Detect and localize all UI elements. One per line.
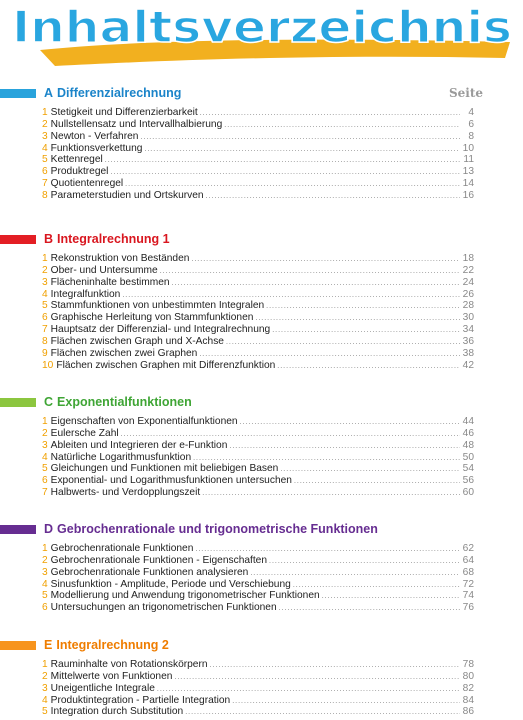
entry-title: Produktintegration - Partielle Integration <box>50 694 231 706</box>
entry-page-number: 4 <box>468 107 474 118</box>
section-title-text: Integralrechnung 2 <box>56 638 169 652</box>
dot-leader <box>272 325 460 337</box>
entry-page-number: 14 <box>462 178 474 190</box>
toc-entries <box>42 107 474 202</box>
section-color-bar <box>0 525 36 534</box>
toc-entry[interactable] <box>42 428 474 440</box>
dot-leader <box>105 155 460 167</box>
entry-number: 2 <box>42 118 48 130</box>
entry-page-number: 56 <box>462 475 474 487</box>
toc-entries <box>42 659 474 718</box>
section-header <box>0 86 523 102</box>
entry-number: 6 <box>42 602 48 614</box>
entry-number: 1 <box>42 107 48 118</box>
toc-entry[interactable] <box>42 683 474 695</box>
entry-title: Flächen zwischen Graphen mit Differenzfunktion <box>56 359 276 371</box>
toc-entry[interactable] <box>42 277 474 289</box>
entry-title: Ober- und Untersumme <box>50 264 158 276</box>
entry-number: 3 <box>42 566 48 578</box>
entry-title: Integralfunktion <box>50 288 121 300</box>
dot-leader <box>277 361 460 373</box>
entry-page-number: 44 <box>462 416 474 427</box>
entry-number: 7 <box>42 487 48 499</box>
entry-page-number: 86 <box>462 706 474 718</box>
entry-page-number: 16 <box>462 189 474 201</box>
section-letter: D <box>44 522 54 536</box>
entry-number: 2 <box>42 427 48 439</box>
section-color-bar <box>0 235 36 244</box>
entry-number: 8 <box>42 189 48 201</box>
dot-leader <box>240 417 460 429</box>
toc-entry[interactable] <box>42 602 474 614</box>
entry-title: Integration durch Substitution <box>50 706 184 718</box>
entry-page-number: 50 <box>462 451 474 463</box>
dot-leader <box>110 167 460 179</box>
entry-number: 4 <box>42 578 48 590</box>
entry-number: 6 <box>42 312 48 324</box>
entry-number: 3 <box>42 682 48 694</box>
entry-number: 8 <box>42 335 48 347</box>
section-header <box>0 232 523 248</box>
section-a <box>0 86 523 201</box>
entry-number: 3 <box>42 130 48 142</box>
section-header <box>0 522 523 538</box>
entry-title: Stammfunktionen von unbestimmten Integralen <box>50 300 265 312</box>
dot-leader <box>226 337 460 349</box>
entry-page-number: 28 <box>462 300 474 312</box>
section-color-bar <box>0 641 36 650</box>
dot-leader <box>206 191 460 203</box>
dot-leader <box>140 132 460 144</box>
title-graphic <box>0 0 523 72</box>
entry-number: 7 <box>42 178 48 190</box>
entry-number: 4 <box>42 694 48 706</box>
section-header <box>0 638 523 654</box>
section-title-text: Integralrechnung 1 <box>57 232 170 246</box>
entry-title: Flächen zwischen zwei Graphen <box>50 347 198 359</box>
entry-number: 5 <box>42 463 48 475</box>
entry-number: 1 <box>42 416 48 427</box>
dot-leader <box>160 266 460 278</box>
entry-title: Flächeninhalte bestimmen <box>50 276 170 288</box>
entry-number: 1 <box>42 659 48 670</box>
dot-leader <box>255 313 460 325</box>
section-title <box>44 232 170 246</box>
section-title <box>44 638 169 652</box>
entry-number: 10 <box>42 359 54 371</box>
toc-entries <box>42 543 474 614</box>
entry-page-number: 18 <box>462 253 474 264</box>
entry-title: Gebrochenrationale Funktionen - Eigenschaften <box>50 554 268 566</box>
entry-title: Gebrochenrationale Funktionen analysieren <box>50 566 249 578</box>
entry-title: Stetigkeit und Differenzierbarkeit <box>50 107 198 118</box>
entry-title: Produktregel <box>50 166 109 178</box>
entry-page-number: 11 <box>463 154 474 166</box>
section-c <box>0 395 523 499</box>
toc-entry[interactable] <box>42 487 474 499</box>
entry-page-number: 64 <box>462 554 474 566</box>
dot-leader <box>294 476 460 488</box>
entry-page-number: 13 <box>462 166 474 178</box>
entry-title: Newton - Verfahren <box>50 130 139 142</box>
entry-page-number: 26 <box>462 288 474 300</box>
entry-title: Mittelwerte von Funktionen <box>50 670 173 682</box>
entry-page-number: 48 <box>462 439 474 451</box>
dot-leader <box>224 120 460 132</box>
entry-title: Funktionsverkettung <box>50 142 143 154</box>
entry-title: Gleichungen und Funktionen mit beliebigen Basen <box>50 463 279 475</box>
entry-title: Nullstellensatz und Intervallhalbierung <box>50 118 223 130</box>
entry-number: 6 <box>42 475 48 487</box>
entry-page-number: 30 <box>462 312 474 324</box>
section-letter: C <box>44 395 54 409</box>
entry-title: Quotientenregel <box>50 178 124 190</box>
entry-page-number: 76 <box>462 602 474 614</box>
dot-leader <box>279 603 460 615</box>
dot-leader <box>229 441 460 453</box>
page-title: Inhaltsverzeichnis <box>12 2 512 53</box>
toc-entry[interactable] <box>42 324 474 336</box>
entry-page-number: 10 <box>462 142 474 154</box>
entry-page-number: 46 <box>462 427 474 439</box>
entry-number: 2 <box>42 264 48 276</box>
entry-title: Rauminhalte von Rotationskörpern <box>50 659 208 670</box>
entry-title: Untersuchungen an trigonometrischen Funktionen <box>50 602 277 614</box>
entry-title: Rekonstruktion von Beständen <box>50 253 190 264</box>
entry-title: Kettenregel <box>50 154 103 166</box>
entry-title: Natürliche Logarithmusfunktion <box>50 451 192 463</box>
entry-number: 7 <box>42 324 48 336</box>
entry-number: 1 <box>42 543 48 554</box>
toc-entry[interactable] <box>42 567 474 579</box>
entry-page-number: 72 <box>462 578 474 590</box>
header-banner <box>0 0 523 72</box>
entry-page-number: 62 <box>462 543 474 554</box>
toc-entry[interactable] <box>42 706 474 718</box>
toc-entry[interactable] <box>42 463 474 475</box>
entry-number: 4 <box>42 142 48 154</box>
section-b <box>0 232 523 371</box>
toc-entry[interactable] <box>42 119 474 131</box>
dot-leader <box>202 488 460 500</box>
toc-entry[interactable] <box>42 671 474 683</box>
dot-leader <box>322 591 460 603</box>
dot-leader <box>191 254 460 266</box>
toc-entry[interactable] <box>42 107 474 119</box>
entry-number: 2 <box>42 670 48 682</box>
section-color-bar <box>0 89 36 98</box>
entry-page-number: 54 <box>462 463 474 475</box>
section-letter: A <box>44 86 54 100</box>
toc-entries <box>42 416 474 499</box>
toc-entry[interactable] <box>42 154 474 166</box>
toc-entry[interactable] <box>42 475 474 487</box>
dot-leader <box>232 696 460 708</box>
entry-page-number: 84 <box>462 694 474 706</box>
entry-number: 3 <box>42 439 48 451</box>
dot-leader <box>266 301 460 313</box>
section-title-text: Gebrochenrationale und trigonometrische Funktionen <box>57 522 378 536</box>
toc-entry[interactable] <box>42 659 474 671</box>
section-title <box>44 395 192 409</box>
entry-title: Modellierung und Anwendung trigonometrischer Funktionen <box>50 590 320 602</box>
toc-entry[interactable] <box>42 300 474 312</box>
entry-page-number: 38 <box>462 347 474 359</box>
entry-number: 4 <box>42 451 48 463</box>
section-letter: B <box>44 232 54 246</box>
entry-title: Hauptsatz der Differenzial- und Integralrechnung <box>50 324 271 336</box>
entry-title: Halbwerts- und Verdopplungszeit <box>50 487 201 499</box>
entry-title: Uneigentliche Integrale <box>50 682 155 694</box>
entry-title: Graphische Herleitung von Stammfunktionen <box>50 312 254 324</box>
entry-number: 1 <box>42 253 48 264</box>
entry-page-number: 24 <box>462 276 474 288</box>
entry-title: Sinusfunktion - Amplitude, Periode und Verschiebung <box>50 578 291 590</box>
toc-entry[interactable] <box>42 289 474 301</box>
entry-title: Parameterstudien und Ortskurven <box>50 189 204 201</box>
entry-page-number: 42 <box>462 359 474 371</box>
toc-entry[interactable] <box>42 360 474 372</box>
section-e <box>0 638 523 718</box>
toc-entry[interactable] <box>42 178 474 190</box>
toc-entry[interactable] <box>42 543 474 555</box>
section-color-bar <box>0 398 36 407</box>
entry-page-number: 8 <box>468 130 474 142</box>
toc-entries <box>42 253 474 371</box>
entry-title: Eulersche Zahl <box>50 427 119 439</box>
entry-page-number: 68 <box>462 566 474 578</box>
toc-entry[interactable] <box>42 265 474 277</box>
toc-entry[interactable] <box>42 416 474 428</box>
section-title <box>44 86 181 100</box>
entry-page-number: 6 <box>468 118 474 130</box>
section-letter: E <box>44 638 53 652</box>
entry-title: Flächen zwischen Graph und X-Achse <box>50 335 224 347</box>
toc-entry[interactable] <box>42 190 474 202</box>
entry-number: 9 <box>42 347 48 359</box>
toc-entry[interactable] <box>42 253 474 265</box>
entry-page-number: 74 <box>462 590 474 602</box>
entry-page-number: 80 <box>462 670 474 682</box>
dot-leader <box>172 278 460 290</box>
entry-number: 5 <box>42 300 48 312</box>
entry-number: 5 <box>42 590 48 602</box>
entry-title: Ableiten und Integrieren der e-Funktion <box>50 439 228 451</box>
entry-title: Exponential- und Logarithmusfunktionen untersuchen <box>50 475 292 487</box>
section-title <box>44 522 378 536</box>
dot-leader <box>185 707 460 719</box>
entry-number: 4 <box>42 288 48 300</box>
toc-entry[interactable] <box>42 336 474 348</box>
toc-entry[interactable] <box>42 590 474 602</box>
section-header <box>0 395 523 411</box>
section-title-text: Differenzialrechnung <box>57 86 182 100</box>
dot-leader <box>144 144 460 156</box>
entry-number: 5 <box>42 706 48 718</box>
toc-entry[interactable] <box>42 579 474 591</box>
toc-entry[interactable] <box>42 143 474 155</box>
dot-leader <box>280 464 460 476</box>
toc-entry[interactable] <box>42 555 474 567</box>
entry-page-number: 82 <box>462 682 474 694</box>
page-column-label: Seite <box>448 86 483 100</box>
entry-title: Gebrochenrationale Funktionen <box>50 543 194 554</box>
dot-leader <box>269 556 460 568</box>
section-title-text: Exponentialfunktionen <box>57 395 192 409</box>
toc-entry[interactable] <box>42 166 474 178</box>
dot-leader <box>210 660 460 672</box>
dot-leader <box>200 108 460 120</box>
entry-page-number: 36 <box>462 335 474 347</box>
entry-page-number: 34 <box>462 324 474 336</box>
entry-number: 2 <box>42 554 48 566</box>
entry-number: 6 <box>42 166 48 178</box>
toc-entry[interactable] <box>42 131 474 143</box>
toc-entry[interactable] <box>42 452 474 464</box>
entry-page-number: 78 <box>462 659 474 670</box>
entry-page-number: 22 <box>462 264 474 276</box>
entry-number: 5 <box>42 154 48 166</box>
section-d <box>0 522 523 614</box>
entry-page-number: 60 <box>462 487 474 499</box>
entry-title: Eigenschaften von Exponentialfunktionen <box>50 416 238 427</box>
dot-leader <box>174 672 460 684</box>
entry-number: 3 <box>42 276 48 288</box>
toc-entry[interactable] <box>42 440 474 452</box>
toc-entry[interactable] <box>42 695 474 707</box>
toc-entry[interactable] <box>42 312 474 324</box>
toc-entry[interactable] <box>42 348 474 360</box>
